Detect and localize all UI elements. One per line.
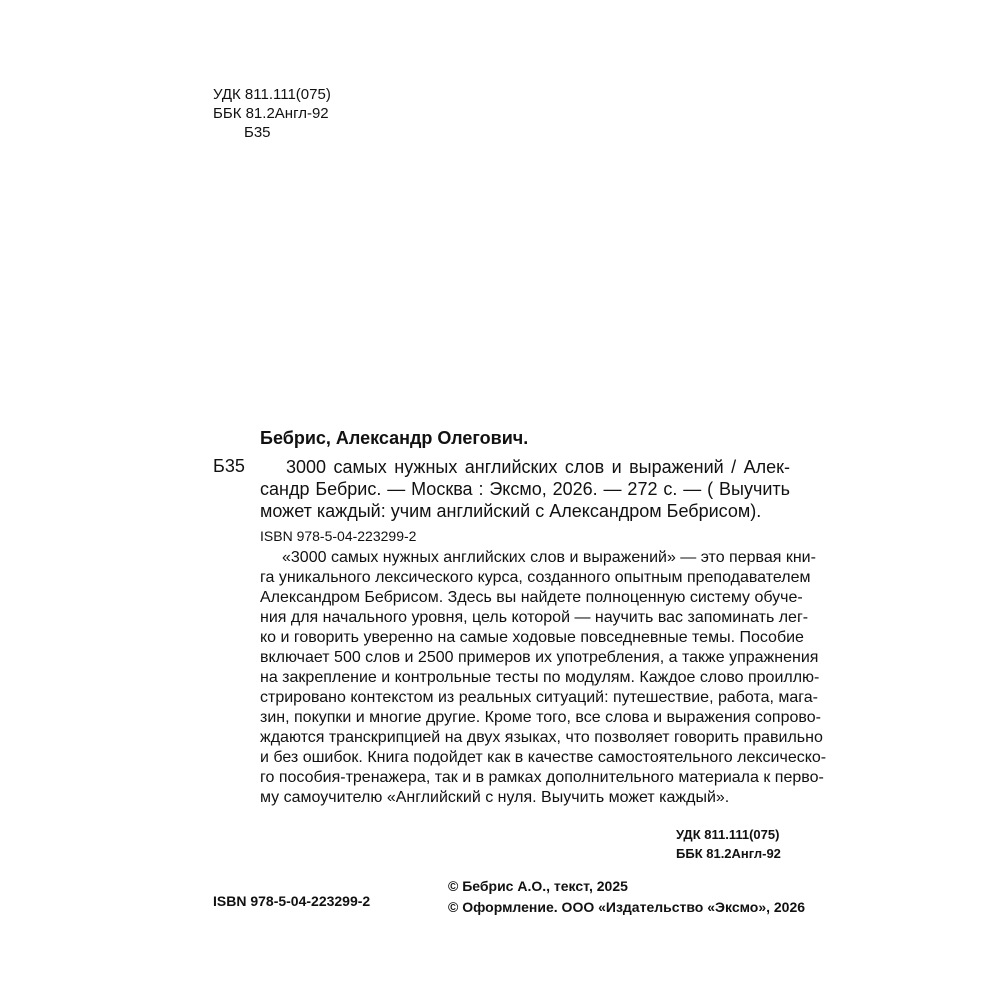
annotation-line: «3000 самых нужных английских слов и выражений» — это первая кни- xyxy=(282,549,816,566)
bbk-code: ББК 81.2Англ-92 xyxy=(213,105,329,122)
bbk-code-right: ББК 81.2Англ-92 xyxy=(676,846,781,861)
author-heading: Бебрис, Александр Олегович. xyxy=(260,428,529,448)
bibliographic-description xyxy=(260,456,790,522)
copyright-block xyxy=(448,876,805,918)
isbn-bottom: ISBN 978-5-04-223299-2 xyxy=(213,893,371,909)
annotation-line: включает 500 слов и 2500 примеров их употребления, а также упражнения xyxy=(260,649,819,666)
annotation-line: и без ошибок. Книга подойдет как в качестве самостоятельного лексическо- xyxy=(260,749,827,766)
annotation-line: ния для начального уровня, цель которой — научить вас запоминать лег- xyxy=(260,609,809,626)
annotation-line: го пособия-тренажера, так и в рамках дополнительного материала к перво- xyxy=(260,769,824,786)
annotation-line: ко и говорить уверенно на самые ходовые повседневные темы. Пособие xyxy=(260,629,804,646)
annotation-line: на закрепление и контрольные тесты по модулям. Каждое слово проиллю- xyxy=(260,669,820,686)
isbn-line: ISBN 978-5-04-223299-2 xyxy=(260,528,417,544)
annotation xyxy=(260,548,827,808)
annotation-line: ждаются транскрипцией на двух языках, что позволяет говорить правильно xyxy=(260,729,823,746)
annotation-line: му самоучителю «Английский с нуля. Выучить может каждый». xyxy=(260,789,730,806)
copyright-design: © Оформление. ООО «Издательство «Эксмо», 2026 xyxy=(448,899,806,915)
biblio-line: сандр Бебрис. — Москва : Эксмо, 2026. — 272 с. — ( Выучить xyxy=(260,479,790,499)
right-classification-codes xyxy=(676,825,781,863)
biblio-line: может каждый: учим английский с Александром Бебрисом). xyxy=(260,501,762,521)
author-sign: Б35 xyxy=(244,124,271,141)
udk-code: УДК 811.111(075) xyxy=(213,86,331,103)
top-classification-codes xyxy=(213,85,331,142)
annotation-line: Александром Бебрисом. Здесь вы найдете полноценную систему обуче- xyxy=(260,589,803,606)
biblio-author-sign: Б35 xyxy=(213,456,245,476)
copyright-text: © Бебрис А.О., текст, 2025 xyxy=(448,878,628,894)
udk-code-right: УДК 811.111(075) xyxy=(676,827,780,842)
annotation-line: зин, покупки и многие другие. Кроме того, все слова и выражения сопрово- xyxy=(260,709,821,726)
annotation-line: га уникального лексического курса, созданного опытным преподавателем xyxy=(260,569,811,586)
biblio-line: 3000 самых нужных английских слов и выражений / Алек- xyxy=(286,457,790,477)
annotation-line: стрировано контекстом из реальных ситуаций: путешествие, работа, мага- xyxy=(260,689,819,706)
